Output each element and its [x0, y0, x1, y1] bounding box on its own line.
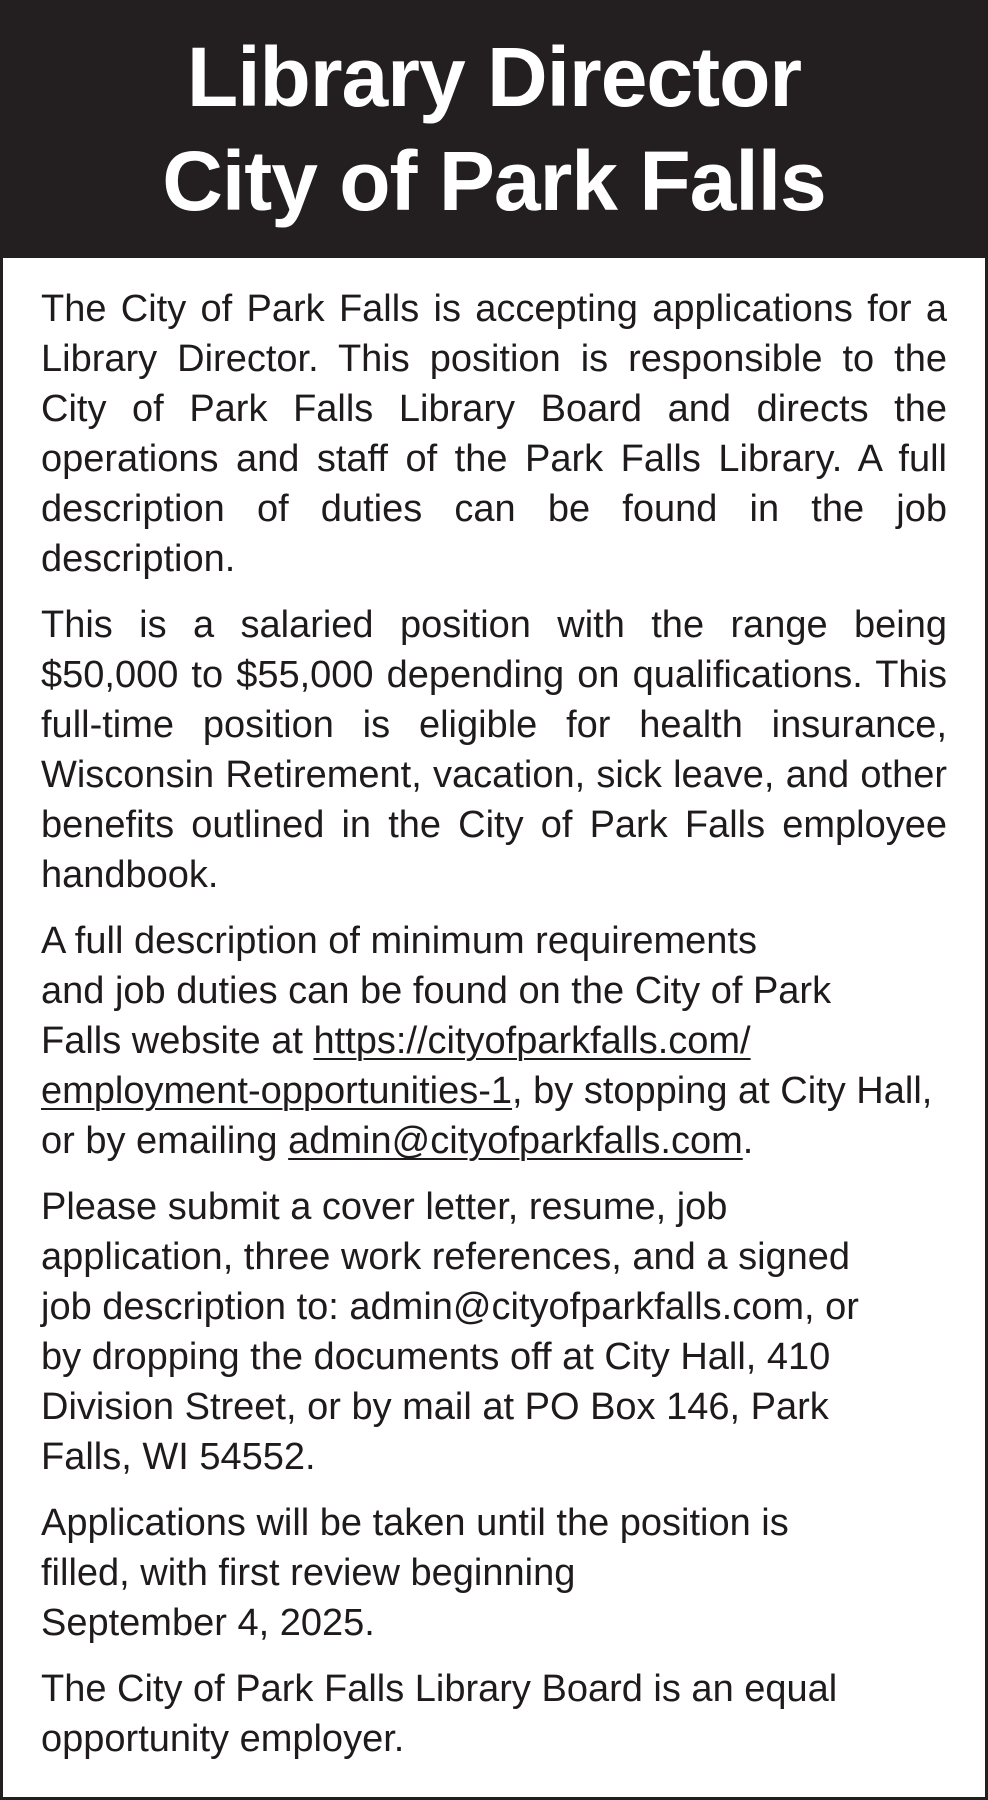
eoe-line-1: The City of Park Falls Library Board is an equal [41, 1668, 838, 1710]
deadline-paragraph [41, 1498, 947, 1648]
submission-line-1: Please submit a cover letter, resume, job [41, 1186, 728, 1228]
submission-line-4: by dropping the documents off at City Hall, 410 [41, 1336, 831, 1378]
submission-line-6: Falls, WI 54552. [41, 1436, 316, 1478]
submission-line-2: application, three work references, and a signed [41, 1236, 851, 1278]
description-line-2: and job duties can be found on the City of Park [41, 970, 832, 1012]
submission-line-3: job description to: admin@cityofparkfalls.com, or [41, 1286, 859, 1328]
intro-paragraph: The City of Park Falls is accepting applications for a Library Director. This position is responsible to the City of Park Falls Library Board and directs the operations and staff of the Park Falls Library. A full description of duties can be found in the job description. [41, 288, 947, 580]
description-mid-text: , by stopping at City Hall, or by emailing [41, 1070, 933, 1162]
submission-paragraph [41, 1182, 947, 1482]
ad-header [3, 3, 985, 258]
ad-title-line-2: City of Park Falls [162, 134, 826, 228]
website-link-part-1[interactable]: https://cityofparkfalls.com/ [313, 1020, 751, 1062]
description-line-3: Falls website at [41, 1020, 314, 1062]
deadline-line-1: Applications will be taken until the position is [41, 1502, 789, 1544]
ad-title-line-1: Library Director [186, 30, 802, 124]
description-line-1: A full description of minimum requirements [41, 920, 757, 962]
deadline-line-2: filled, with first review beginning [41, 1552, 576, 1594]
website-link-part-2[interactable]: employment-opportunities-1 [41, 1070, 513, 1112]
salary-paragraph: This is a salaried position with the range being $50,000 to $55,000 depending on qualifications. This full-time position is eligible for health insurance, Wisconsin Retirement, vacation, sick leave, and other benefits outlined in the City of Park Falls employee handbook. [41, 604, 947, 896]
submission-line-5: Division Street, or by mail at PO Box 146, Park [41, 1386, 829, 1428]
email-link[interactable]: admin@cityofparkfalls.com [288, 1120, 743, 1162]
eoe-line-2: opportunity employer. [41, 1718, 405, 1760]
description-paragraph [41, 916, 947, 1166]
eoe-paragraph [41, 1664, 947, 1764]
ad-body [3, 258, 985, 1764]
deadline-line-3: September 4, 2025. [41, 1602, 375, 1644]
description-end-text: . [742, 1120, 754, 1162]
